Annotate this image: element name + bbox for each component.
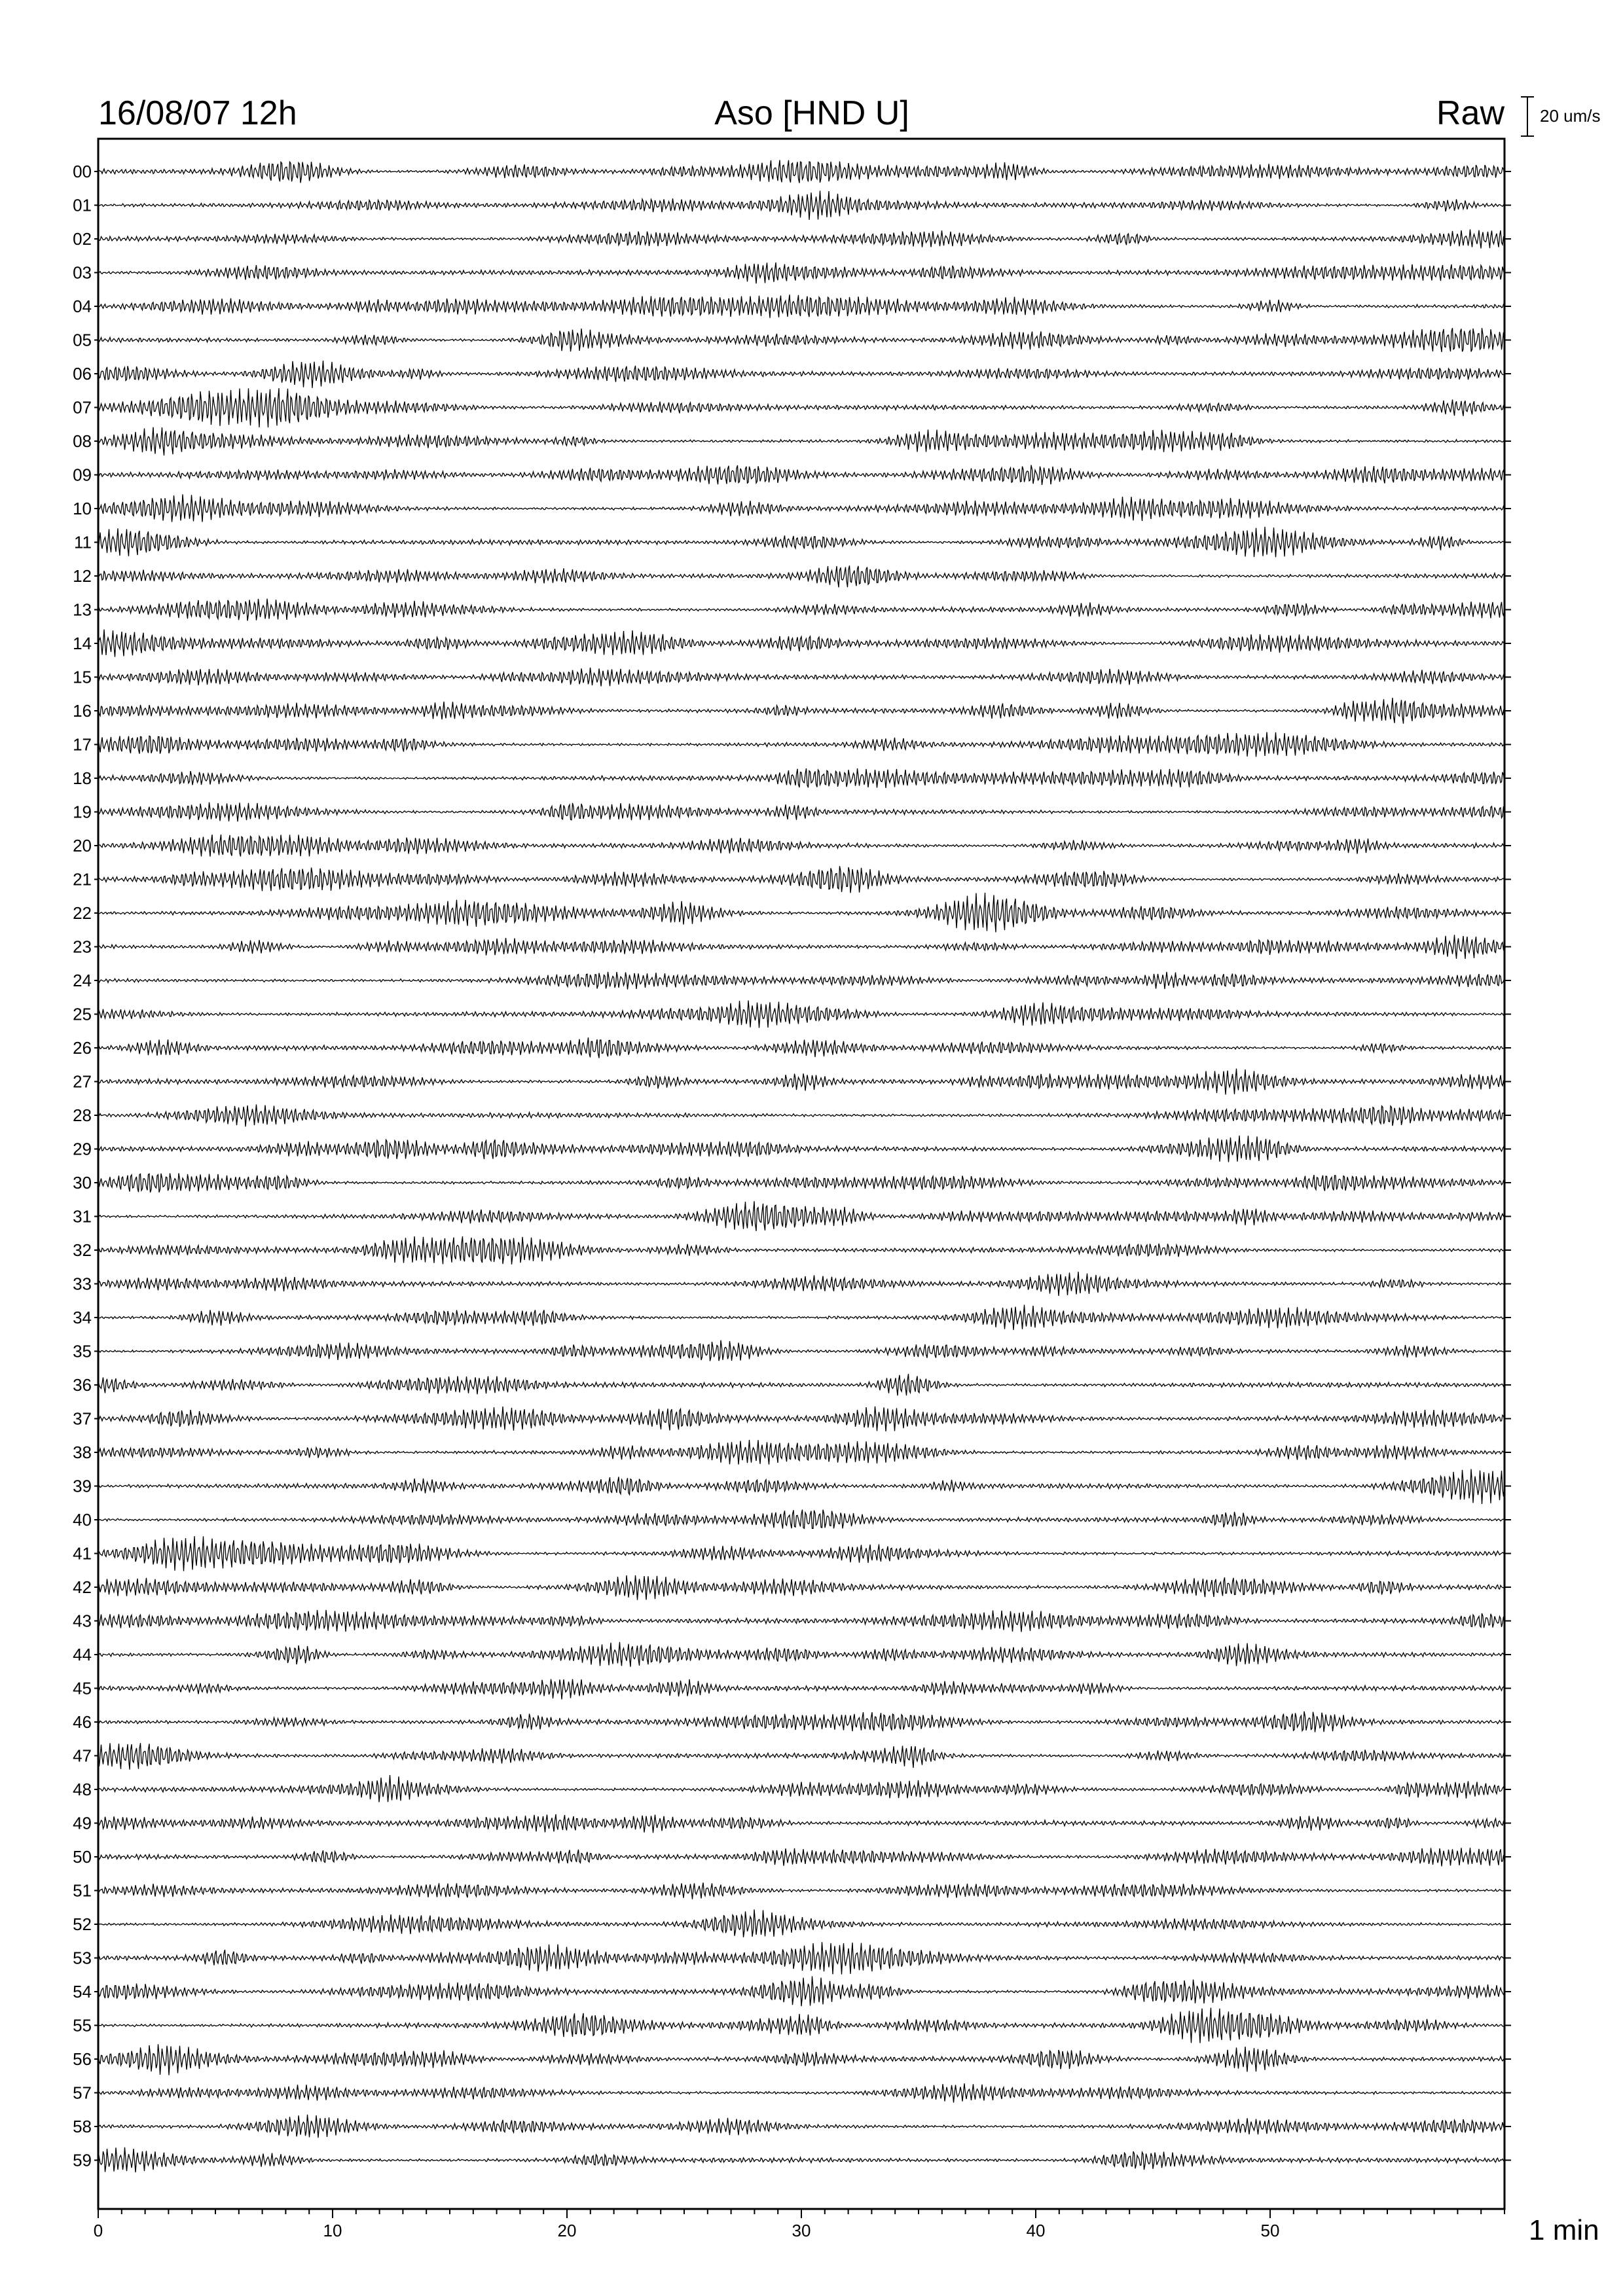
- row-label: 20: [73, 836, 92, 855]
- row-label: 04: [73, 296, 92, 316]
- scale-bar: [1521, 97, 1601, 136]
- row-label: 12: [73, 566, 92, 586]
- row-label-group: [73, 162, 1511, 2170]
- row-label: 31: [73, 1206, 92, 1227]
- row-label: 35: [73, 1341, 92, 1361]
- trace-line: [98, 866, 1504, 893]
- row-label: 49: [73, 1813, 92, 1833]
- row-label: 19: [73, 802, 92, 822]
- row-label: 01: [73, 195, 92, 215]
- trace-line: [98, 1575, 1504, 1600]
- trace-line: [98, 1848, 1504, 1866]
- trace-line: [98, 1942, 1504, 1974]
- x-axis-label: 1 min: [1529, 2214, 1599, 2246]
- row-label: 11: [74, 532, 92, 552]
- row-label: 09: [73, 465, 92, 485]
- trace-line: [98, 1037, 1504, 1058]
- trace-line: [98, 262, 1504, 283]
- row-label: 05: [73, 330, 92, 350]
- trace-line: [98, 2115, 1504, 2138]
- trace-line: [98, 935, 1504, 959]
- trace-line: [98, 565, 1504, 587]
- trace-line: [98, 2044, 1504, 2075]
- trace-group: [98, 160, 1504, 2173]
- row-label: 36: [73, 1375, 92, 1395]
- x-tick-label: 0: [93, 2221, 103, 2240]
- row-label: 21: [73, 869, 92, 889]
- row-label: 51: [73, 1880, 92, 1901]
- row-label: 00: [73, 162, 92, 181]
- row-label: 57: [73, 2083, 92, 2103]
- trace-line: [98, 1201, 1504, 1231]
- row-label: 32: [73, 1240, 92, 1260]
- row-label: 38: [73, 1443, 92, 1462]
- row-label: 53: [73, 1948, 92, 1968]
- row-label: 41: [73, 1543, 92, 1564]
- trace-line: [98, 668, 1504, 687]
- trace-line: [98, 160, 1504, 183]
- row-label: 28: [73, 1105, 92, 1125]
- x-axis: [94, 2209, 1504, 2240]
- trace-line: [98, 1407, 1504, 1431]
- x-tick-label: 40: [1026, 2221, 1046, 2240]
- trace-line: [98, 1236, 1504, 1265]
- trace-line: [98, 388, 1504, 427]
- x-tick-label: 10: [323, 2221, 342, 2240]
- row-label: 56: [73, 2049, 92, 2069]
- row-label: 45: [73, 1678, 92, 1698]
- trace-line: [98, 893, 1504, 933]
- row-label: 34: [73, 1308, 92, 1327]
- trace-line: [98, 1775, 1504, 1802]
- row-label: 15: [73, 667, 92, 687]
- trace-line: [98, 1536, 1504, 1571]
- trace-line: [98, 295, 1504, 318]
- trace-line: [98, 768, 1504, 788]
- trace-line: [98, 465, 1504, 485]
- row-label: 59: [73, 2150, 92, 2170]
- trace-line: [98, 1882, 1504, 1899]
- trace-line: [98, 1374, 1504, 1395]
- trace-line: [98, 972, 1504, 990]
- row-label: 43: [73, 1611, 92, 1631]
- trace-line: [98, 1976, 1504, 2006]
- trace-line: [98, 1642, 1504, 1667]
- row-label: 42: [73, 1577, 92, 1597]
- row-label: 44: [73, 1645, 92, 1664]
- trace-line: [98, 1104, 1504, 1126]
- row-label: 22: [73, 903, 92, 923]
- row-label: 10: [73, 499, 92, 518]
- row-label: 46: [73, 1712, 92, 1732]
- row-label: 29: [73, 1139, 92, 1159]
- row-label: 33: [73, 1274, 92, 1294]
- row-label: 37: [73, 1408, 92, 1429]
- header-mode: Raw: [1436, 94, 1504, 132]
- trace-line: [98, 2083, 1504, 2102]
- trace-line: [98, 1814, 1504, 1833]
- trace-line: [98, 1743, 1504, 1770]
- trace-line: [98, 361, 1504, 388]
- trace-line: [98, 1469, 1504, 1504]
- trace-line: [98, 2147, 1504, 2172]
- row-label: 08: [73, 431, 92, 451]
- row-label: 30: [73, 1173, 92, 1193]
- row-label: 39: [73, 1476, 92, 1496]
- trace-line: [98, 2008, 1504, 2043]
- trace-line: [98, 1305, 1504, 1331]
- trace-line: [98, 527, 1504, 557]
- trace-line: [98, 494, 1504, 522]
- row-label: 16: [73, 701, 92, 721]
- row-label: 25: [73, 1004, 92, 1024]
- row-label: 07: [73, 397, 92, 418]
- trace-line: [98, 630, 1504, 657]
- header-datetime: 16/08/07 12h: [98, 94, 297, 132]
- scale-label: 20 um/s: [1540, 106, 1601, 126]
- row-label: 13: [73, 600, 92, 620]
- trace-line: [98, 732, 1504, 757]
- row-label: 26: [73, 1038, 92, 1058]
- row-label: 03: [73, 262, 92, 283]
- row-label: 48: [73, 1780, 92, 1799]
- row-label: 54: [73, 1982, 92, 2001]
- trace-line: [98, 599, 1504, 621]
- trace-line: [98, 1069, 1504, 1095]
- trace-line: [98, 1272, 1504, 1296]
- trace-line: [98, 1909, 1504, 1937]
- row-label: 47: [73, 1746, 92, 1766]
- trace-line: [98, 1174, 1504, 1193]
- row-label: 02: [73, 229, 92, 249]
- trace-line: [98, 1136, 1504, 1162]
- row-label: 18: [73, 768, 92, 788]
- trace-line: [98, 1610, 1504, 1632]
- trace-line: [98, 1679, 1504, 1700]
- row-label: 23: [73, 937, 92, 957]
- trace-line: [98, 190, 1504, 220]
- trace-line: [98, 328, 1504, 352]
- row-label: 52: [73, 1914, 92, 1934]
- row-label: 24: [73, 971, 92, 990]
- row-label: 55: [73, 2015, 92, 2036]
- trace-line: [98, 1001, 1504, 1028]
- row-label: 40: [73, 1510, 92, 1530]
- row-label: 27: [73, 1071, 92, 1092]
- trace-line: [98, 229, 1504, 248]
- plot-frame: [98, 139, 1504, 2209]
- trace-line: [98, 1440, 1504, 1465]
- trace-line: [98, 1510, 1504, 1529]
- header-station: Aso [HND U]: [714, 94, 909, 132]
- x-tick-label: 20: [557, 2221, 577, 2240]
- x-tick-label: 30: [792, 2221, 811, 2240]
- row-label: 50: [73, 1847, 92, 1867]
- trace-line: [98, 698, 1504, 724]
- row-label: 17: [73, 734, 92, 755]
- trace-line: [98, 802, 1504, 821]
- trace-line: [98, 427, 1504, 456]
- row-label: 06: [73, 364, 92, 384]
- trace-line: [98, 1712, 1504, 1732]
- trace-line: [98, 1340, 1504, 1361]
- trace-line: [98, 834, 1504, 857]
- x-tick-label: 50: [1260, 2221, 1280, 2240]
- row-label: 58: [73, 2117, 92, 2136]
- row-label: 14: [73, 634, 92, 653]
